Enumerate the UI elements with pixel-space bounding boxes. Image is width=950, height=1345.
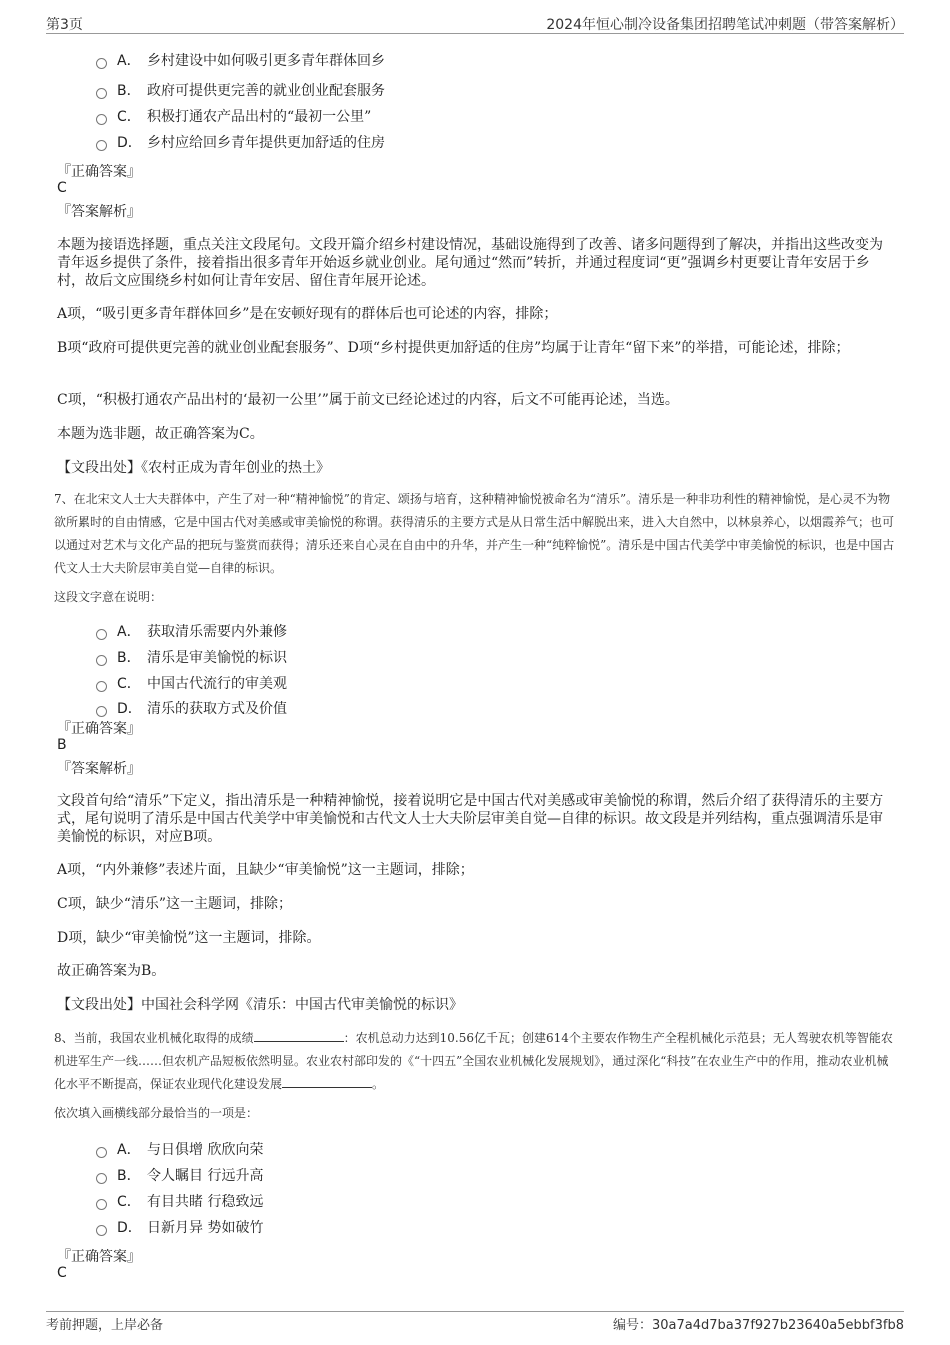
radio-icon[interactable] (96, 1199, 107, 1210)
q7-analysis-label: 『答案解析』 (57, 761, 141, 777)
q6-option-c[interactable]: C． 积极打通农产品出村的“最初一公里” (96, 106, 371, 126)
q6-analysis-paragraph: 本题为接语选择题，重点关注文段尾句。文段开篇介绍乡村建设情况，基础设施得到了改善、诸多问题得到了解决，并指出这些改变为青年返乡提供了条件，接着指出很多青年开始返乡就业创业。尾句通过“然而”转折，并通过程度词“更”强调乡村更要让青年安居于乡村，故后文应围绕乡村如何让青年安居、留住青年展开论述。 (57, 237, 883, 289)
radio-icon[interactable] (96, 1173, 107, 1184)
q8-option-b[interactable]: B． 令人瞩目 行远升高 (96, 1165, 263, 1185)
q6-source: 【文段出处】《农村正成为青年创业的热土》 (57, 460, 330, 476)
q7-prompt: 这段文字意在说明： (54, 590, 163, 604)
q6-answer-label: 『正确答案』 (57, 164, 141, 180)
radio-icon[interactable] (96, 1147, 107, 1158)
q6-answer: C (57, 180, 67, 196)
q8-prompt: 依次填入画横线部分最恰当的一项是： (54, 1106, 259, 1120)
radio-icon[interactable] (96, 88, 107, 99)
fill-blank[interactable] (282, 1075, 372, 1088)
page-number: 第3页 (46, 17, 83, 33)
q8-option-d[interactable]: D． 日新月异 势如破竹 (96, 1217, 263, 1237)
q7-option-b[interactable]: B． 清乐是审美愉悦的标识 (96, 647, 287, 667)
q7-option-c[interactable]: C． 中国古代流行的审美观 (96, 673, 287, 693)
q8-answer-label: 『正确答案』 (57, 1249, 141, 1265)
q8-option-c[interactable]: C． 有目共睹 行稳致远 (96, 1191, 263, 1211)
footer-divider (46, 1311, 904, 1312)
q8-stem: 8、当前，我国农业机械化取得的成绩 ：农机总动力达到10.56亿千瓦；创建614个主要农作物生产全程机械化示范县；无人驾驶农机等智能农机进军生产一线……但农机产品短板依然明显。农业农村部印发的《“十四五”全国农业机械化发展规划》，通过深化“科技”在农业生产中的作用，推动农业机械化水平不断提高，保证农业现代化建设发展 。 (54, 1031, 893, 1091)
q7-option-d[interactable]: D． 清乐的获取方式及价值 (96, 698, 287, 718)
q7-analysis-paragraph: 文段首句给“清乐”下定义，指出清乐是一种精神愉悦，接着说明它是中国古代对美感或审美愉悦的称谓，然后介绍了获得清乐的主要方式，尾句说明了清乐是中国古代美学中审美愉悦和古代文人士大夫阶层审美自觉—自律的标识。故文段是并列结构，重点强调清乐是审美愉悦的标识，对应B项。 (57, 793, 884, 845)
header-divider (46, 33, 904, 34)
q6-analysis-paragraph: C项，“积极打通农产品出村的‘最初一公里’”属于前文已经论述过的内容，后文不可能再论述，当选。 (57, 392, 679, 408)
q7-answer: B (57, 737, 67, 753)
q7-option-a[interactable]: A． 获取清乐需要内外兼修 (96, 621, 287, 641)
q6-analysis-label: 『答案解析』 (57, 204, 141, 220)
q6-analysis-paragraph: B项“政府可提供更完善的就业创业配套服务”、D项“乡村提供更加舒适的住房”均属于让青年“留下来”的举措，可能论述，排除； (57, 340, 850, 356)
q7-analysis-paragraph: A项，“内外兼修”表述片面，且缺少“审美愉悦”这一主题词，排除； (57, 862, 474, 878)
q6-option-d[interactable]: D． 乡村应给回乡青年提供更加舒适的住房 (96, 132, 385, 152)
q6-analysis-paragraph: A项，“吸引更多青年群体回乡”是在安顿好现有的群体后也可论述的内容，排除； (57, 306, 558, 322)
q7-stem: 7、在北宋文人士大夫群体中，产生了对一种“精神愉悦”的肯定、颂扬与培育，这种精神愉悦被命名为“清乐”。清乐是一种非功利性的精神愉悦，是心灵不为物欲所累时的自由情感，它是中国古代对美感或审美愉悦的称谓。获得清乐的主要方式是从日常生活中解脱出来，进入大自然中，以林泉养心，以烟霞养气；也可以通过对艺术与文化产品的把玩与鉴赏而获得；清乐还来自心灵在自由中的升华，并产生一种“纯粹愉悦”。清乐是中国古代美学中审美愉悦的标识，也是中国古代文人士大夫阶层审美自觉—自律的标识。 (54, 492, 895, 575)
radio-icon[interactable] (96, 681, 107, 692)
radio-icon[interactable] (96, 140, 107, 151)
document-title: 2024年恒心制冷设备集团招聘笔试冲刺题（带答案解析） (546, 17, 904, 33)
footer-code: 编号：30a7a4d7ba37f927b23640a5ebbf3fb8 (613, 1318, 904, 1333)
radio-icon[interactable] (96, 114, 107, 125)
radio-icon[interactable] (96, 629, 107, 640)
fill-blank[interactable] (254, 1029, 344, 1042)
q7-analysis-paragraph: C项，缺少“清乐”这一主题词，排除； (57, 896, 293, 912)
radio-icon[interactable] (96, 58, 107, 69)
q8-answer: C (57, 1265, 67, 1281)
q7-source: 【文段出处】中国社会科学网《清乐：中国古代审美愉悦的标识》 (57, 997, 463, 1013)
radio-icon[interactable] (96, 655, 107, 666)
q7-analysis-paragraph: D项，缺少“审美愉悦”这一主题词，排除。 (57, 930, 321, 946)
q7-analysis-paragraph: 故正确答案为B。 (57, 963, 166, 979)
radio-icon[interactable] (96, 1225, 107, 1236)
q6-analysis-paragraph: 本题为选非题，故正确答案为C。 (57, 426, 264, 442)
q6-option-a[interactable]: A． 乡村建设中如何吸引更多青年群体回乡 (96, 50, 385, 70)
radio-icon[interactable] (96, 706, 107, 717)
q8-option-a[interactable]: A． 与日俱增 欣欣向荣 (96, 1139, 263, 1159)
footer-slogan: 考前押题，上岸必备 (46, 1318, 164, 1333)
q6-option-b[interactable]: B． 政府可提供更完善的就业创业配套服务 (96, 80, 385, 100)
q7-answer-label: 『正确答案』 (57, 721, 141, 737)
